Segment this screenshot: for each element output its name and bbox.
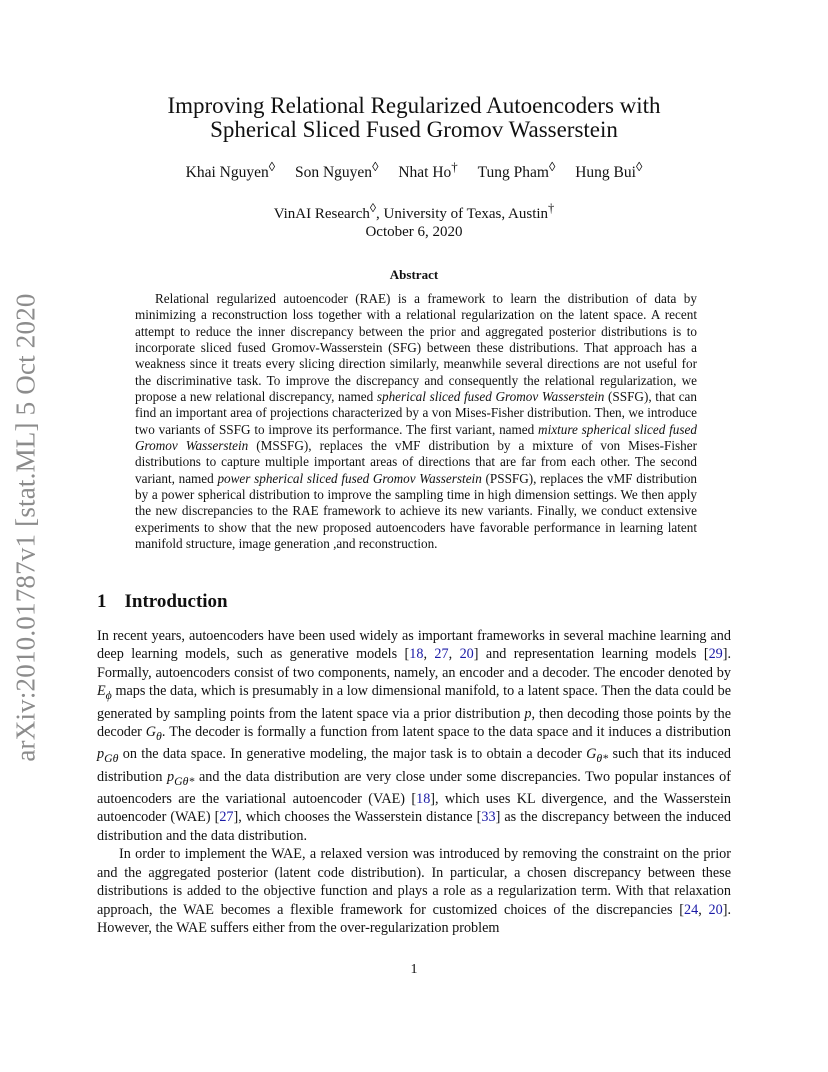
- citation-link[interactable]: 20: [708, 901, 723, 918]
- affiliation-mark: †: [451, 159, 458, 174]
- citation-link[interactable]: 27: [434, 646, 449, 663]
- affiliation-mark: ◊: [548, 159, 556, 174]
- author: Son Nguyen◊: [294, 159, 379, 182]
- math-symbol: $p_{G\theta*}$: [167, 768, 195, 788]
- affiliation-line: VinAI Research◊, University of Texas, Austin†: [273, 201, 555, 222]
- math-symbol: $G_\theta$: [145, 724, 162, 743]
- section-heading: [97, 591, 228, 613]
- affiliation-block: [90, 199, 738, 241]
- emphasized-term: mixture spherical sliced fused Gromov Wasserstein: [135, 421, 697, 454]
- math-symbol: $p_{G\theta}$: [97, 746, 119, 766]
- paper-title: [90, 94, 738, 142]
- abstract-text: Relational regularized autoencoder (RAE) is a framework to learn the distribution of data by minimizing a reconstruction loss together with a relational regularization on the latent space. A recent attempt to reduce the inner discrepancy between the prior and aggregated posterior distributions is to incorporate sliced fused Gromov-Wasserstein (SFG) between these distributions. That approach has a weakness since it treats every slicing direction similarly, meanwhile several directions are not useful for the discriminative task. To improve the discrepancy and consequently the relational regularization, we propose a new relational discrepancy, named spherical sliced fused Gromov Wasserstein (SSFG), that can find an important area of projections characterized by a von Mises-Fisher distribution. Then, we introduce two variants of SSFG to improve its performance. The first variant, named mixture spherical sliced fused Gromov Wasserstein (MSSFG), replaces the vMF distribution by a mixture of von Mises-Fisher distributions to capture multiple important areas of directions that are far from each other. The second variant, named power spherical sliced fused Gromov Wasserstein (PSSFG), replaces the vMF distribution by a power spherical distribution to improve the sampling time in high dimension settings. We then apply the new discrepancies to the RAE framework to achieve its new variants. Finally, we conduct extensive experiments to show that the new proposed autoencoders have favorable performance in learning latent manifold structure, image generation ,and reconstruction.: [135, 291, 698, 552]
- arxiv-identifier: arXiv:2010.01787v1 [stat.ML] 5 Oct 2020: [10, 293, 41, 762]
- emphasized-term: power spherical sliced fused Gromov Wasserstein: [217, 470, 482, 486]
- page-number: 1: [410, 962, 418, 977]
- abstract-heading: Abstract: [389, 267, 439, 282]
- author: Hung Bui◊: [575, 159, 643, 182]
- arxiv-watermark: [3, 290, 49, 765]
- citation-link[interactable]: 18: [416, 790, 431, 807]
- paragraph: In recent years, autoencoders have been used widely as important frameworks in several machine learning and deep learning models, such as generative models [18, 27, 20] and representation learning models [29]. Formally, autoencoders consist of two components, namely, an encoder and a decoder. The encoder denoted by $E_\phi$ maps the data, which is presumably in a low dimensional manifold, to a latent space. Then the data could be generated by sampling points from the latent space via a prior distribution p, then decoding those points by the decoder $G_\theta$. The decoder is formally a function from latent space to the data space and it induces a distribution $p_{G\theta}$ on the data space. In generative modeling, the major task is to obtain a decoder $G_{\theta*}$ such that its induced distribution $p_{G\theta*}$ and the data distribution are very close under some discrepancies. Two popular instances of autoencoders are the variational autoencoder (VAE) [18], which uses KL divergence, and the Wasserstein autoencoder (WAE) [27], which chooses the Wasserstein distance [33] as the discrepancy between the induced distribution and the data distribution.: [97, 628, 732, 844]
- author: Tung Pham◊: [477, 159, 556, 182]
- citation-link[interactable]: 33: [481, 809, 496, 826]
- citation-link[interactable]: 27: [219, 809, 234, 826]
- paragraph: In order to implement the WAE, a relaxed version was introduced by removing the constraint on the prior and the aggregated posterior (latent code distribution). In particular, a chosen discrepancy between these distributions is added to the objective function and plays a role as a regularization term. With that relaxation approach, the WAE becomes a flexible framework for customized choices of the discrepancies [24, 20]. However, the WAE suffers either from the over-regularization problem: [97, 846, 732, 937]
- math-symbol: p: [524, 705, 532, 722]
- affiliation-mark: ◊: [268, 159, 276, 174]
- title-line-2: Spherical Sliced Fused Gromov Wasserstein: [210, 117, 618, 142]
- introduction-body: [97, 627, 731, 938]
- citation-link[interactable]: 29: [708, 646, 723, 663]
- author: Nhat Ho†: [398, 159, 458, 182]
- citation-link[interactable]: 18: [409, 646, 424, 663]
- affiliation-mark: ◊: [635, 159, 643, 174]
- citation-link[interactable]: 20: [459, 646, 474, 663]
- author-list: [90, 159, 738, 182]
- emphasized-term: spherical sliced fused Gromov Wasserstein: [376, 389, 605, 405]
- math-symbol: $E_\phi$: [97, 683, 112, 703]
- author: Khai Nguyen◊: [185, 159, 276, 182]
- title-line-1: Improving Relational Regularized Autoencoders with: [167, 93, 661, 118]
- affiliation-mark: ◊: [372, 159, 379, 174]
- math-symbol: $G_{\theta*}$: [586, 746, 609, 766]
- section-number: 1: [97, 591, 107, 612]
- paper-date: October 6, 2020: [365, 224, 463, 240]
- section-title: Introduction: [124, 591, 228, 612]
- citation-link[interactable]: 24: [684, 901, 699, 918]
